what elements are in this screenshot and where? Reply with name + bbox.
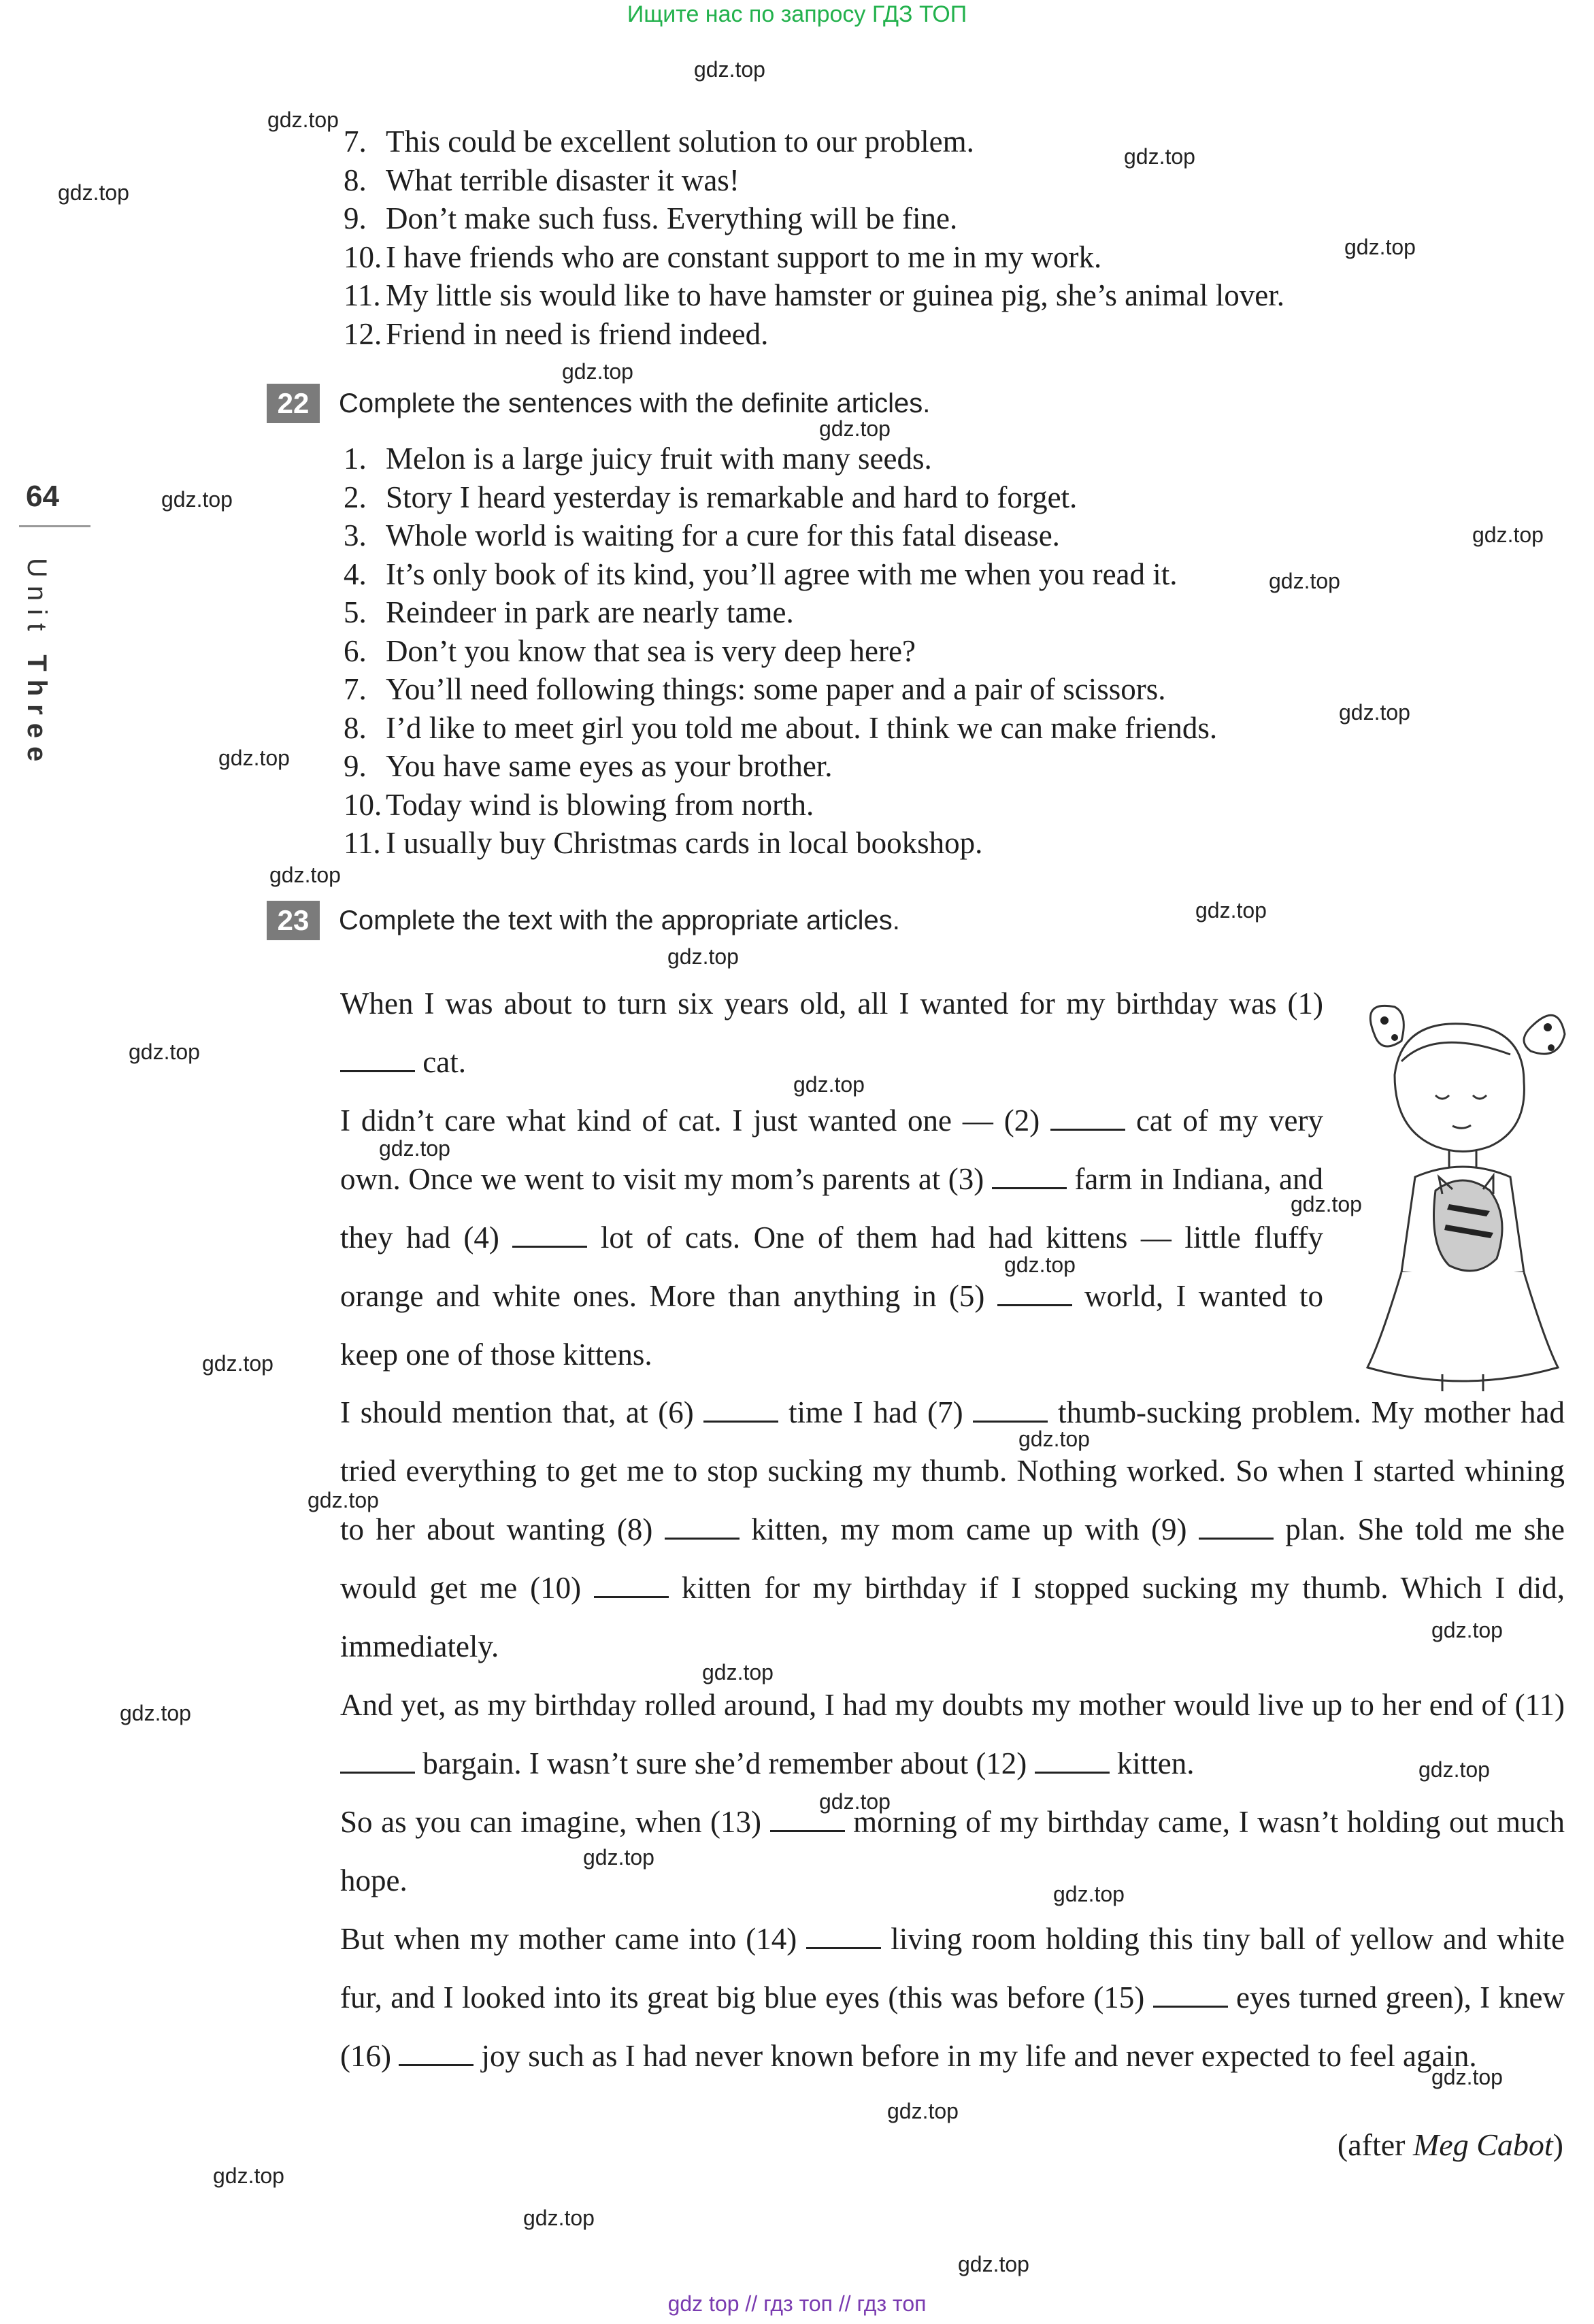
exercise-title: Complete the sentences with the definite articles. bbox=[339, 388, 931, 418]
page-number-rule bbox=[19, 525, 90, 527]
watermark: gdz.top bbox=[694, 57, 765, 82]
blank-field[interactable] bbox=[340, 1751, 415, 1774]
watermark: gdz.top bbox=[1124, 144, 1195, 169]
blank-field[interactable] bbox=[806, 1927, 881, 1949]
blank-field[interactable] bbox=[399, 2044, 474, 2066]
exercise-title: Complete the text with the appropriate articles. bbox=[339, 905, 900, 935]
text-paragraph-4: And yet, as my birthday rolled around, I had my doubts my mother would live up to her end of (11) bargain. I wasn’t sure she’d remember about (12) kitten. bbox=[340, 1688, 1565, 1780]
watermark: gdz.top bbox=[1291, 1192, 1362, 1216]
watermark: gdz.top bbox=[958, 2252, 1029, 2276]
blank-field[interactable] bbox=[992, 1167, 1067, 1189]
watermark: gdz.top bbox=[129, 1040, 200, 1064]
list-item: 1. Melon is a large juicy fruit with many seeds. bbox=[344, 442, 932, 476]
watermark: gdz.top bbox=[887, 2099, 959, 2123]
watermark: gdz.top bbox=[202, 1351, 273, 1376]
watermark: gdz.top bbox=[1418, 1757, 1490, 1782]
author-credit: (after Meg Cabot) bbox=[1337, 2127, 1563, 2162]
blank-field[interactable] bbox=[973, 1400, 1048, 1423]
page-number: 64 bbox=[26, 480, 59, 513]
list-item: 12. Friend in need is friend indeed. bbox=[344, 316, 769, 351]
text-paragraph-3: I should mention that, at (6) time I had (7) thumb-sucking problem. My mother had tried everything to get me to stop sucking my thumb. Nothing worked. So when I started whining to her about wanting (8) kitten, my mom came up with (9) plan. She told me she would get me (10) kitten for my birthday if I stopped sucking my thumb. Which I did, immediately. bbox=[340, 1395, 1565, 1663]
watermark: gdz.top bbox=[1269, 569, 1340, 593]
list-item: 5. Reindeer in park are nearly tame. bbox=[344, 595, 794, 629]
blank-field[interactable] bbox=[1050, 1108, 1125, 1131]
watermark: gdz.top bbox=[379, 1136, 450, 1161]
unit-label bbox=[22, 558, 52, 769]
list-item: 10. Today wind is blowing from north. bbox=[344, 787, 814, 822]
watermark: gdz.top bbox=[308, 1488, 379, 1512]
unit-word: Unit bbox=[22, 558, 52, 640]
list-item: 6. Don’t you know that sea is very deep here? bbox=[344, 633, 916, 668]
exercise-number-badge: 22 bbox=[267, 384, 320, 423]
list-item: 11. I usually buy Christmas cards in local bookshop. bbox=[344, 826, 983, 860]
text-paragraph-2: I didn’t care what kind of cat. I just wanted one — (2) cat of my very own. Once we went to visit my mom’s parents at (3) farm in Indiana, and they had (4) lot of cats. One of them had had kittens — little fluffy orange and white ones. More than anything in (5) world, I wanted to keep one of those kittens. bbox=[340, 1103, 1324, 1372]
unit-name: Three bbox=[22, 654, 52, 770]
list-item: 7. This could be excellent solution to our problem. bbox=[344, 124, 974, 159]
watermark: gdz.top bbox=[218, 746, 290, 770]
list-item: 11. My little sis would like to have hamster or guinea pig, she’s animal lover. bbox=[344, 278, 1285, 312]
watermark: gdz.top bbox=[213, 2163, 284, 2188]
exercise-22-list bbox=[344, 439, 1217, 863]
blank-field[interactable] bbox=[665, 1517, 740, 1540]
blank-field[interactable] bbox=[594, 1576, 669, 1598]
watermark: gdz.top bbox=[161, 487, 233, 512]
list-item: 10. I have friends who are constant support to me in my work. bbox=[344, 239, 1102, 274]
text-paragraph-1: When I was about to turn six years old, all I wanted for my birthday was (1) cat. bbox=[340, 986, 1323, 1079]
watermark: gdz.top bbox=[793, 1072, 865, 1097]
watermark: gdz.top bbox=[819, 1789, 891, 1814]
footer-links[interactable]: gdz top // гдз топ // гдз топ bbox=[667, 2291, 927, 2316]
list-item: 7. You’ll need following things: some paper and a pair of scissors. bbox=[344, 672, 1166, 706]
girl-with-kitten-illustration bbox=[1354, 986, 1572, 1395]
watermark: gdz.top bbox=[583, 1845, 654, 1870]
watermark: gdz.top bbox=[58, 180, 129, 205]
watermark: gdz.top bbox=[269, 863, 341, 887]
watermark: gdz.top bbox=[120, 1701, 191, 1725]
blank-field[interactable] bbox=[512, 1225, 587, 1248]
watermark: gdz.top bbox=[667, 944, 739, 969]
text-paragraph-6: But when my mother came into (14) living room holding this tiny ball of yellow and white fur, and I looked into its great big blue eyes (this was before (15) eyes turned green), I knew (16) joy such as I had never known before in my life and never expected to feel again. bbox=[340, 1922, 1565, 2073]
list-item: 9. You have same eyes as your brother. bbox=[344, 749, 833, 783]
blank-field[interactable] bbox=[1035, 1751, 1110, 1774]
blank-field[interactable] bbox=[340, 1050, 415, 1072]
watermark: gdz.top bbox=[562, 359, 633, 384]
list-item: 8. What terrible disaster it was! bbox=[344, 163, 740, 197]
blank-field[interactable] bbox=[997, 1284, 1072, 1306]
list-item: 3. Whole world is waiting for a cure for this fatal disease. bbox=[344, 518, 1060, 552]
watermark: gdz.top bbox=[702, 1660, 774, 1684]
watermark: gdz.top bbox=[1053, 1882, 1125, 1906]
watermark: gdz.top bbox=[1431, 2065, 1503, 2089]
blank-field[interactable] bbox=[1153, 1985, 1228, 2008]
list-item: 2. Story I heard yesterday is remarkable and hard to forget. bbox=[344, 480, 1078, 514]
top-banner[interactable]: Ищите нас по запросу ГДЗ ТОП bbox=[627, 1, 967, 27]
list-item: 4. It’s only book of its kind, you’ll agree with me when you read it. bbox=[344, 557, 1178, 591]
watermark: gdz.top bbox=[1195, 898, 1267, 923]
watermark: gdz.top bbox=[1018, 1427, 1090, 1451]
watermark: gdz.top bbox=[1472, 522, 1544, 547]
exercise-number-badge: 23 bbox=[267, 901, 320, 940]
watermark: gdz.top bbox=[1431, 1618, 1503, 1642]
watermark: gdz.top bbox=[267, 107, 339, 132]
watermark: gdz.top bbox=[819, 416, 891, 441]
text-paragraph-5: So as you can imagine, when (13) morning of my birthday came, I wasn’t holding out much hope. bbox=[340, 1805, 1565, 1897]
exercise-23-header bbox=[267, 899, 900, 942]
blank-field[interactable] bbox=[703, 1400, 778, 1423]
watermark: gdz.top bbox=[1004, 1252, 1076, 1277]
list-item: 9. Don’t make such fuss. Everything will be fine. bbox=[344, 201, 958, 235]
list-item: 8. I’d like to meet girl you told me about. I think we can make friends. bbox=[344, 710, 1218, 745]
watermark: gdz.top bbox=[523, 2206, 595, 2230]
blank-field[interactable] bbox=[1199, 1517, 1274, 1540]
watermark: gdz.top bbox=[1339, 700, 1410, 725]
watermark: gdz.top bbox=[1344, 235, 1416, 259]
